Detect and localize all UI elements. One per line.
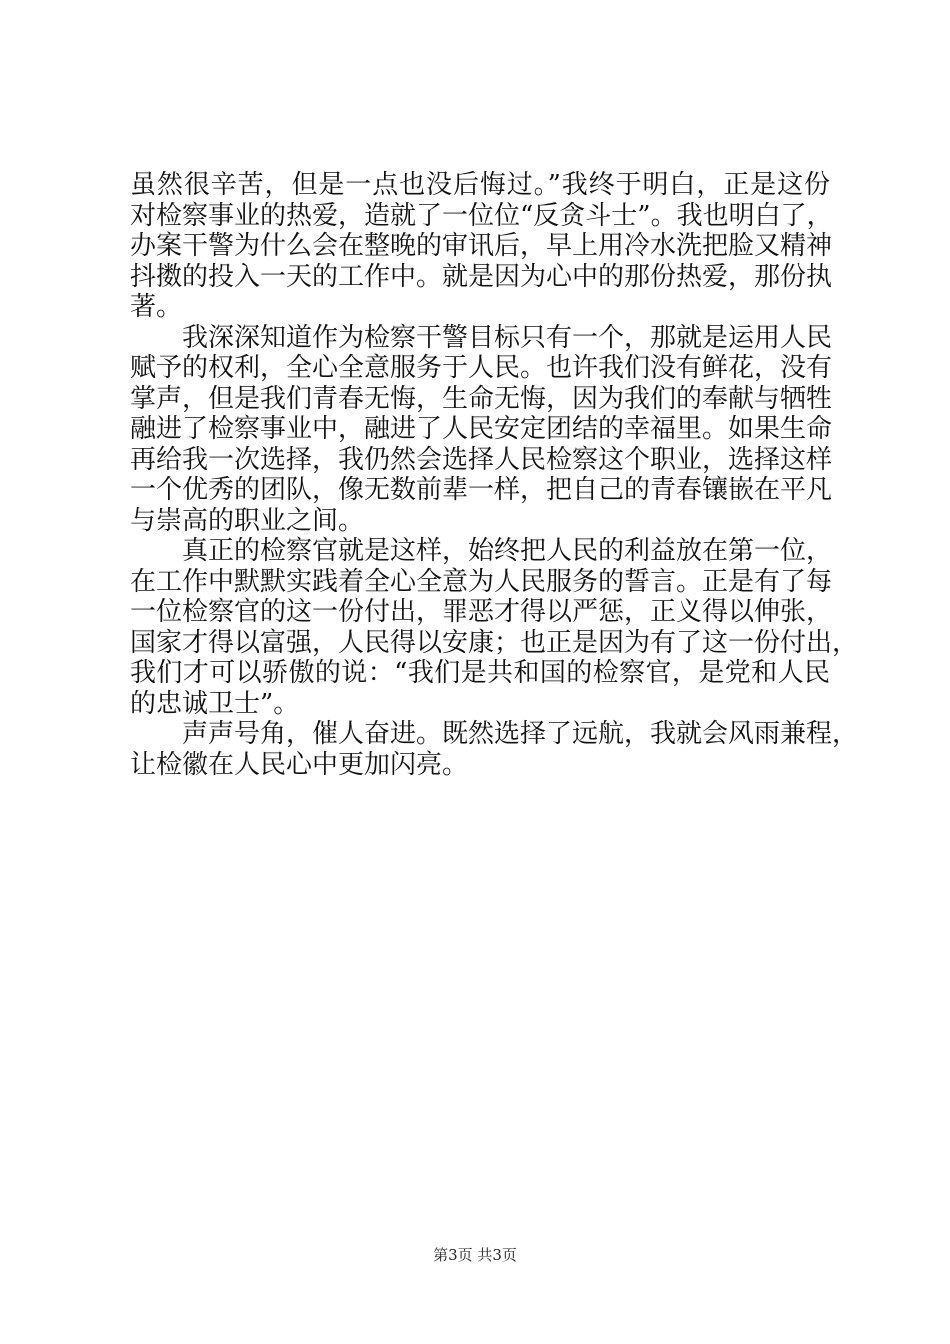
- paragraph-line: 办案干警为什么会在整晚的审讯后，早上用冷水洗把脸又精神: [130, 231, 833, 261]
- paragraph-line: 抖擞的投入一天的工作中。就是因为心中的那份热爱，那份执: [130, 261, 833, 292]
- paragraph-line: 著。: [130, 292, 183, 322]
- paragraph-line: 赋予的权利，全心全意服务于人民。也许我们没有鲜花，没有: [130, 353, 833, 383]
- page-number-footer: 第3页 共3页: [433, 1246, 517, 1264]
- paragraph-4: [130, 719, 859, 780]
- paragraph-line: 掌声，但是我们青春无悔，生命无悔，因为我们的奉献与牺牲: [130, 383, 833, 414]
- paragraph-line: 真正的检察官就是这样，始终把人民的利益放在第一位，: [182, 536, 833, 566]
- paragraph-2: [130, 322, 833, 537]
- paragraph-line: 虽然很辛苦，但是一点也没后悔过。”我终于明白，正是这份: [130, 170, 830, 200]
- paragraph-line: 与崇高的职业之间。: [130, 505, 365, 536]
- document-body: [130, 170, 859, 780]
- paragraph-3: [130, 536, 859, 719]
- paragraph-line: 声声号角，催人奋进。既然选择了远航，我就会风雨兼程，: [182, 719, 859, 749]
- paragraph-line: 再给我一次选择，我仍然会选择人民检察这个职业，选择这样: [130, 444, 833, 475]
- paragraph-line: 融进了检察事业中，融进了人民安定团结的幸福里。如果生命: [130, 414, 833, 444]
- paragraph-1: [130, 170, 833, 323]
- paragraph-line: 的忠诚卫士”。: [130, 688, 300, 719]
- paragraph-line: 一个优秀的团队，像无数前辈一样，把自己的青春镶嵌在平凡: [130, 475, 833, 505]
- paragraph-line: 国家才得以富强，人民得以安康；也正是因为有了这一份付出，: [130, 627, 859, 658]
- paragraph-line: 在工作中默默实践着全心全意为人民服务的誓言。正是有了每: [130, 566, 833, 597]
- paragraph-line: 对检察事业的热爱，造就了一位位“反贪斗士”。我也明白了，: [130, 200, 833, 231]
- paragraph-line: 让检徽在人民心中更加闪亮。: [130, 749, 469, 780]
- paragraph-line: 我们才可以骄傲的说：“我们是共和国的检察官，是党和人民: [130, 658, 830, 688]
- paragraph-line: 一位检察官的这一份付出，罪恶才得以严惩，正义得以伸张，: [130, 597, 833, 627]
- paragraph-line: 我深深知道作为检察干警目标只有一个，那就是运用人民: [182, 322, 833, 353]
